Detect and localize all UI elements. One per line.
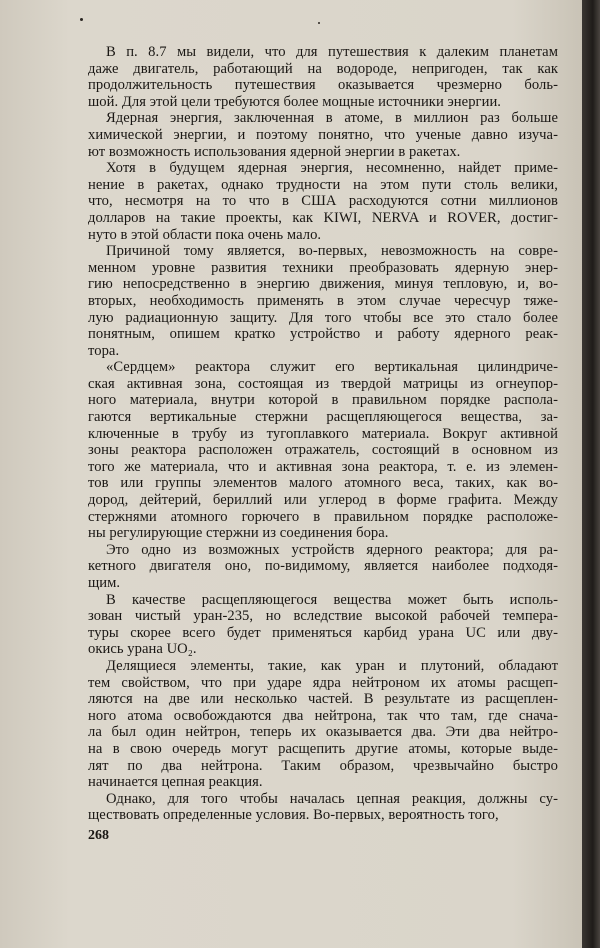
text-line: ют возможность использования ядерной энергии в ракетах. [88, 143, 461, 160]
paragraph [88, 658, 558, 791]
paragraph [88, 359, 558, 542]
text-line: зоны реактора расположен отражатель, состоящий в основном из [88, 442, 558, 459]
text-line: ла был один нейтрон, теперь их оказывается два. Эти два нейтро- [88, 724, 558, 741]
text-line: лят по два нейтрона. Таким образом, чрезвычайно быстро [88, 757, 558, 774]
paragraph [88, 791, 558, 824]
paragraph [88, 110, 558, 160]
text-line: ключенные в трубу из тугоплавкого материала. Вокруг активной [88, 425, 558, 442]
page-edge-shadow [582, 0, 600, 948]
text-line: что, несмотря на то что в США расходуются сотни миллионов [88, 193, 558, 210]
text-line: тем свойством, что при ударе ядра нейтроном их атомы расщеп- [88, 674, 558, 691]
text-line: нение в ракетах, однако трудности на этом пути столь велики, [88, 176, 558, 193]
text-line: ляются на две или несколько частей. В результате из расщеплен- [88, 691, 558, 708]
text-line: шой. Для этой цели требуются более мощные источники энергии. [88, 93, 501, 110]
text-line: щим. [88, 575, 121, 591]
text-line: гию непосредственно в энергию движения, минуя тепловую, и, во- [88, 276, 558, 293]
text-line: ская активная зона, состоящая из твердой матрицы из огнеупор- [88, 375, 558, 392]
paragraph [88, 243, 558, 359]
text-line: дород, дейтерий, бериллий или углерод в форме графита. Между [88, 492, 558, 509]
text-line: химической энергии, и поэтому понятно, что ученые давно изуча- [88, 126, 558, 143]
paragraph [88, 542, 558, 592]
text-line: Делящиеся элементы, такие, как уран и плутоний, обладают [106, 657, 558, 674]
text-line: Это одно из возможных устройств ядерного реактора; для ра- [106, 541, 558, 558]
text-line: ны регулирующие стержни из соединения бора. [88, 525, 389, 542]
text-line: «Сердцем» реактора служит его вертикальная цилиндриче- [106, 359, 558, 376]
body-text [88, 44, 558, 824]
text-line: ного атома освобождаются два нейтрона, так что там, где снача- [88, 707, 558, 724]
text-line: Хотя в будущем ядерная энергия, несомненно, найдет приме- [106, 160, 558, 177]
text-line: гаются вертикальные стержни расщепляющегося вещества, за- [88, 409, 558, 426]
text-line: нуто в этой области пока очень мало. [88, 226, 322, 243]
text-line: туры скорее всего будет применяться карбид урана UC или дву- [88, 624, 558, 641]
text-line: менном уровне развития техники преобразовать ядерную энер- [88, 259, 558, 276]
print-speck [80, 18, 83, 21]
text-line: лую радиационную защиту. Для того чтобы все это стало более [88, 309, 558, 326]
text-line: долларов на такие проекты, как KIWI, NERVA и ROVER, достиг- [88, 209, 558, 226]
text-line: ществовать определенные условия. Во-первых, вероятность того, [88, 807, 499, 824]
text-line: Причиной тому является, во-первых, невозможность на совре- [106, 243, 558, 260]
page-number: 268 [88, 828, 109, 843]
text-line: Однако, для того чтобы началась цепная реакция, должны су- [106, 790, 558, 807]
text-line: продолжительность путешествия оказывается чрезмерно боль- [88, 77, 558, 94]
text-line: вторых, необходимость применять в этом случае чересчур тяже- [88, 292, 558, 309]
text-line: ного материала, внутри которой в правильном порядке распола- [88, 392, 558, 409]
text-line: на в свою очередь могут расщепить другие атомы, которые выде- [88, 740, 558, 757]
text-line: тов или группы элементов малого атомного веса, таких, как во- [88, 475, 558, 492]
text-line: тора. [88, 342, 120, 359]
text-line: В п. 8.7 мы видели, что для путешествия к далеким планетам [106, 44, 558, 60]
text-line: даже двигатель, работающий на водороде, непригоден, так как [88, 60, 558, 77]
text-line: окись урана UO₂. [88, 641, 197, 658]
text-line: кетного двигателя оно, по-видимому, является наиболее подходя- [88, 558, 558, 575]
text-line: понятным, опишем кратко устройство и работу ядерного реак- [88, 326, 558, 343]
text-line: В качестве расщепляющегося вещества может быть исполь- [106, 591, 558, 608]
text-line: стержнями атомного горючего в правильном порядке расположе- [88, 508, 558, 525]
text-line: начинается цепная реакция. [88, 774, 263, 791]
paragraph [88, 44, 558, 110]
text-line: того же материала, что и активная зона реактора, т. е. из элемен- [88, 458, 558, 475]
text-line: Ядерная энергия, заключенная в атоме, в миллион раз больше [106, 110, 558, 127]
paragraph [88, 592, 558, 658]
text-line: зован чистый уран-235, но вследствие высокой рабочей темпера- [88, 608, 558, 625]
print-speck [318, 22, 320, 24]
paragraph [88, 160, 558, 243]
